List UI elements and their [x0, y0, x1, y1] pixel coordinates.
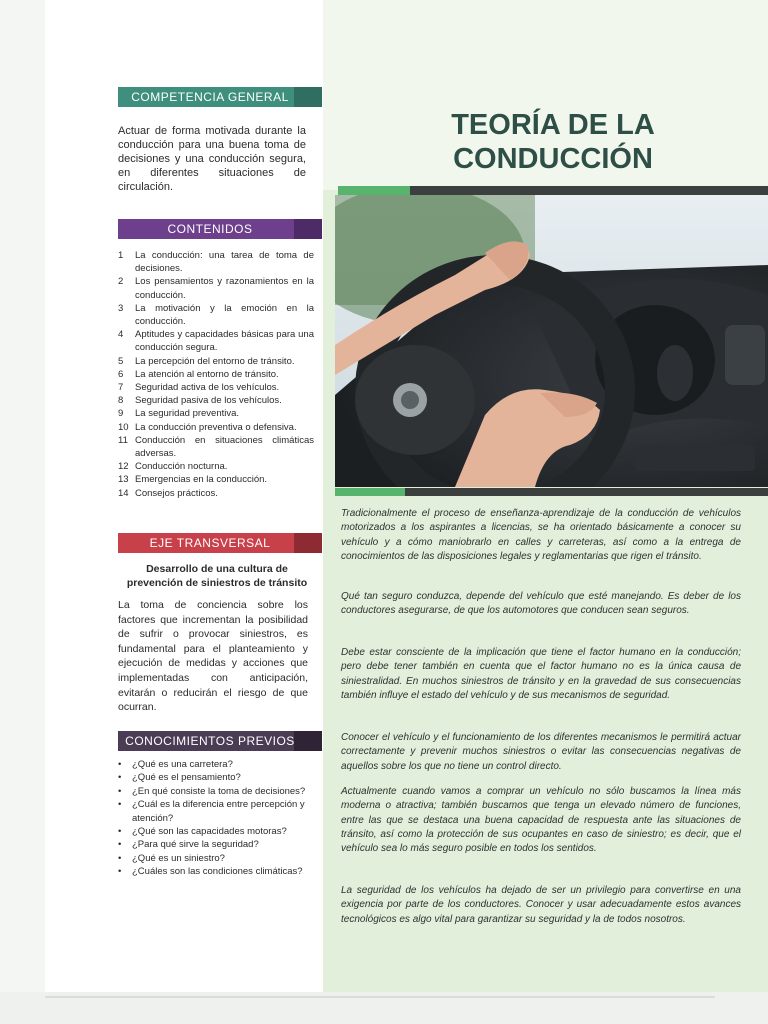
header-accent	[294, 533, 322, 553]
list-item: • ¿En qué consiste la toma de decisiones?	[118, 785, 308, 798]
list-item: 10 La conducción preventiva o defensiva.	[118, 421, 297, 433]
list-item: 12 Conducción nocturna.	[118, 461, 228, 473]
paragraph-5: Actualmente cuando vamos a comprar un vehículo no sólo buscamos la línea más moderna o atractiva; también buscamos que tenga un elevado número de funciones, entre las que se destaca una buena capacidad de respuesta ante las situaciones de tránsito, así como la protección de sus ocupantes en caso de siniestro; es decir, que el vehículo sea lo más seguro posible en todos los sentidos.	[341, 786, 741, 855]
previos-header-label: CONOCIMIENTOS PREVIOS	[125, 734, 295, 748]
list-item: 8 Seguridad pasiva de los vehículos.	[118, 395, 282, 407]
page-bottom-divider	[45, 996, 715, 998]
title-line-1: TEORÍA DE LA	[451, 109, 655, 141]
list-item: 1 La conducción: una tarea de toma de decisiones.	[118, 250, 314, 275]
eje-header	[118, 533, 322, 553]
contenidos-list	[118, 249, 314, 500]
eje-subtitle: Desarrollo de una cultura de prevención de siniestros de tránsito	[126, 563, 308, 589]
contenidos-header-label: CONTENIDOS	[167, 222, 253, 236]
list-item: 3 La motivación y la emoción en la conducción.	[118, 302, 314, 328]
paragraph-6: La seguridad de los vehículos ha dejado de ser un privilegio para convertirse en una exigencia por parte de los conductores. Conocer y usar adecuadamente estos avances tecnológicos es algo vital para garantizar su seguridad y la de todos nosotros.	[341, 885, 741, 925]
list-item: 13 Emergencias en la conducción.	[118, 474, 268, 486]
list-item: • ¿Qué es una carretera?	[118, 758, 308, 771]
list-item: • ¿Cuáles son las condiciones climáticas?	[118, 865, 308, 878]
list-item: • ¿Para qué sirve la seguridad?	[118, 838, 308, 851]
previos-header	[118, 731, 322, 751]
paragraph-4: Conocer el vehículo y el funcionamiento de los diferentes mecanismos le permitirá actuar correctamente y prevenir muchos siniestros o evitar las consecuencias negativas de aquellos sobre los que no tiene un control directo.	[341, 732, 741, 772]
paragraph-1: Tradicionalmente el proceso de enseñanza-aprendizaje de la conducción de vehículos motorizados a los aspirantes a licencias, se ha orientado básicamente a conocer su vehículo y a cómo maniobrarlo en calles y carreteras, así como a la entrega de conocimientos de las disposiciones legales y reglamentarias que rigen el tránsito.	[341, 508, 741, 562]
previos-list	[118, 758, 308, 879]
list-item: 6 La atención al entorno de tránsito.	[118, 368, 279, 380]
competencia-header-label: COMPETENCIA GENERAL	[131, 90, 289, 104]
list-item: 5 La percepción del entorno de tránsito.	[118, 355, 295, 367]
list-item: 14 Consejos prácticos.	[118, 487, 218, 499]
list-item: • ¿Qué son las capacidades motoras?	[118, 825, 308, 838]
list-item: 2 Los pensamientos y razonamientos en la conducción.	[118, 276, 314, 301]
header-accent	[294, 219, 322, 239]
title-rule-accent	[338, 186, 410, 195]
paragraph-3: Debe estar consciente de la implicación que tiene el factor humano en la conducción; pero debe tener también en cuenta que el factor humano no es la única causa de siniestralidad. En muchos siniestros de tránsito y en la gravedad de sus consecuencias también influye el estado del vehículo y de sus mecanismos de seguridad.	[341, 647, 741, 701]
list-item: • ¿Qué es un siniestro?	[118, 852, 308, 865]
competencia-text: Actuar de forma motivada durante la conducción para una buena toma de decisiones y una conducción segura, en diferentes situaciones de circulación.	[118, 125, 306, 193]
steering-wheel-photo	[335, 195, 768, 487]
title-line-2: CONDUCCIÓN	[453, 143, 653, 175]
list-item: 11 Conducción en situaciones climáticas adversas.	[118, 434, 314, 460]
eje-text: La toma de conciencia sobre los factores que incrementan la posibilidad de sufrir o provocar siniestros, es fundamental para el planteamiento y ejecución de medidas y acciones que implementadas con anticipación, evitarán o reducirán el riesgo de que ocurran.	[118, 599, 308, 714]
photo-rule-accent	[335, 488, 405, 496]
list-item: • ¿Qué es el pensamiento?	[118, 771, 308, 784]
paragraph-2: Qué tan seguro conduzca, depende del vehículo que esté manejando. Es deber de los conductores asegurarse, de que los automotores que conducen sean seguros.	[341, 591, 741, 617]
contenidos-header	[118, 219, 322, 239]
page-title	[418, 108, 688, 176]
list-item: 7 Seguridad activa de los vehículos.	[118, 382, 280, 394]
list-item: 9 La seguridad preventiva.	[118, 408, 240, 420]
list-item: • ¿Cuál es la diferencia entre percepción y atención?	[118, 798, 308, 825]
competencia-header	[118, 87, 322, 107]
eje-header-label: EJE TRANSVERSAL	[149, 536, 271, 550]
list-item: 4 Aptitudes y capacidades básicas para una conducción segura.	[118, 329, 314, 354]
